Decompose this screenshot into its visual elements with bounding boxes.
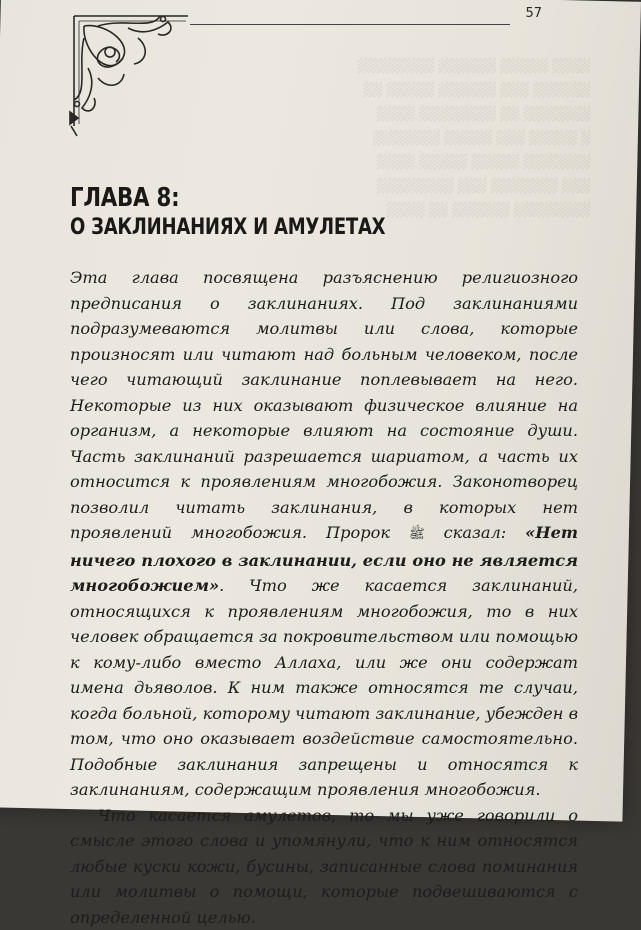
chapter-title: О ЗАКЛИНАНИЯХ И АМУЛЕТАХ (70, 215, 385, 240)
arabesque-corner-ornament-icon (68, 8, 193, 138)
header-rule (190, 24, 510, 25)
paragraph-1-rest: . Что же касается заклинаний, относящихся к проявлениям многобожия, то в них человек обращается за покровительством или помощью к кому-либо вместо Аллаха, или же они содержат имена дьяволов. К ним также относятся те случаи, когда больной, которому читают заклинание, убежден в том, что оно оказывает воздействие самостоятельно. Подобные заклинания запрещены и относятся к заклинаниям, содержащим проявления многобожия. (70, 576, 578, 799)
paragraph-1-intro: Эта глава посвящена разъяснению религиозного предписания о заклинаниях. Под заклинаниями подразумеваются молитвы или слова, которые произносят или читают над больным человеком, после чего читающий заклинание поплевывает на него. Некоторые из них оказывают физическое влияние на организм, а некоторые влияют на состояние души. Часть заклинаний разрешается шариатом, а часть их относится к проявлениям многобожия. Законотворец позволил читать заклинания, в которых нет проявлений многобожия. Пророк (70, 268, 578, 542)
paragraph-2: Что касается амулетов, то мы уже говорили о смысле этого слова и упомянули, что к ним относятся любые куски кожи, бусины, записанные слова поминания или молитвы о помощи, которые подвешиваются с определенной целью. (70, 803, 578, 930)
chapter-body (70, 265, 578, 930)
page-number: 57 (525, 6, 542, 21)
show-through-text: ░░░░ ░░░░░ ░░░░░░ ░░░░░░░░ ░░░░░░ ░░░ ░░░░░░ ░░░░░ ░░ ░░░░░░░ ░░ ░░░░░░░░ ░░░░ ░ ░░░░░ ░░░ ░░░░░ ░░░░░░░ ░░░░░░░ ░░░░░ ░░░░░ ░░░░ ░░░ ░░░░░░░ ░░░ ░░░░░░░░ ░░░░░░░░ ░░░░░░ ░░ ░░░░ (300, 30, 590, 222)
paragraph-1 (70, 265, 578, 803)
said-text: сказал: (425, 523, 525, 542)
chapter-number: ГЛАВА 8: (70, 183, 179, 213)
hadith-quote: «Нет ничего плохого в заклинании, если оно не является многобожием» (70, 523, 578, 595)
prophet-honorific: ﷺ (409, 527, 425, 542)
